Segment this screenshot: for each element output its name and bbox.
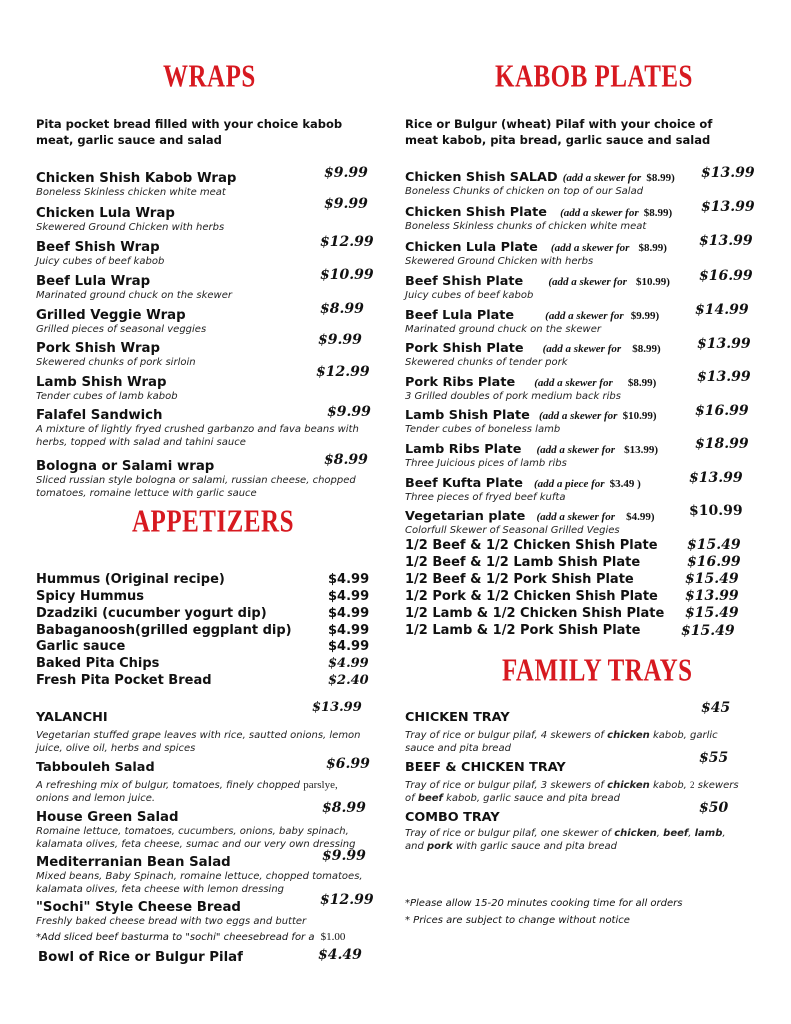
salad-item-tabbouleh[interactable]: Tabbouleh Salad $6.99 A refreshing mix of bulgur, tomatoes, finely chopped parslye, onions and lemon juice. [36, 756, 370, 804]
family-trays-title: FAMILY TRAYS [502, 654, 693, 688]
plate-item-lamb-ribs[interactable]: Lamb Ribs Plate (add a skewer for $13.99) $18.99 Three Juicious pices of lamb ribs [405, 436, 749, 469]
plate-item-pork-ribs[interactable]: Pork Ribs Plate (add a skewer for $8.99) $13.99 3 Grilled doubles of pork medium back ribs [405, 369, 751, 402]
salad-item-sochi-cheese-bread[interactable]: "Sochi" Style Cheese Bread $12.99 Freshly baked cheese bread with two eggs and butter [36, 892, 374, 927]
wrap-item-pork-shish[interactable]: Pork Shish Wrap $9.99 Skewered chunks of pork sirloin [36, 332, 362, 368]
combo-beef-pork[interactable]: 1/2 Beef & 1/2 Pork Shish Plate $15.49 [405, 571, 739, 587]
kabob-plates-intro: Rice or Bulgur (wheat) Pilaf with your choice of meat kabob, pita bread, garlic sauce and salad [405, 117, 713, 147]
appetizer-babaganoosh[interactable]: Babaganoosh(grilled eggplant dip) $4.99 [36, 623, 370, 638]
appetizer-pita-chips[interactable]: Baked Pita Chips $4.99 [36, 656, 369, 671]
plate-item-beef-shish[interactable]: Beef Shish Plate (add a skewer for $10.99) $16.99 Juicy cubes of beef kabob [405, 268, 753, 301]
wrap-item-bologna[interactable]: Bologna or Salami wrap $8.99 Sliced russian style bologna or salami, russian cheese, chopped tomatoes, romaine lettuce with garlic sauce [36, 452, 368, 499]
combo-pork-chicken[interactable]: 1/2 Pork & 1/2 Chicken Shish Plate $13.99 [405, 588, 739, 604]
salad-item-yalanchi[interactable]: YALANCHI $13.99 Vegetarian stuffed grape leaves with rice, sautted onions, lemon juice, olive oil, herbs and spices [36, 700, 362, 754]
plate-item-lamb-shish[interactable]: Lamb Shish Plate (add a skewer for $10.99) $16.99 Tender cubes of boneless lamb [405, 403, 749, 435]
wrap-item-beef-lula[interactable]: Beef Lula Wrap $10.99 Marinated ground chuck on the skewer [36, 267, 374, 301]
wraps-intro: Pita pocket bread filled with your choice kabob meat, garlic sauce and salad [36, 117, 343, 147]
price-change-note: * Prices are subject to change without notice [405, 915, 630, 926]
combo-lamb-chicken[interactable]: 1/2 Lamb & 1/2 Chicken Shish Plate $15.49 [405, 605, 739, 621]
appetizer-spicy-hummus[interactable]: Spicy Hummus $4.99 [36, 589, 370, 604]
wrap-item-beef-shish[interactable]: Beef Shish Wrap $12.99 Juicy cubes of beef kabob [36, 234, 374, 267]
tray-chicken[interactable]: CHICKEN TRAY $45 Tray of rice or bulgur pilaf, 4 skewers of chicken kabob, garlic sauce and pita bread [405, 700, 731, 754]
salad-item-house-green[interactable]: House Green Salad $8.99 Romaine lettuce, tomatoes, cucumbers, onions, baby spinach, kalamata olives, feta cheese, sumac and our very own dressing [36, 800, 366, 850]
tray-combo[interactable]: COMBO TRAY $50 Tray of rice or bulgur pilaf, one skewer of chicken, beef, lamb, and pork with garlic sauce and pita bread [405, 800, 729, 852]
appetizer-pita-bread[interactable]: Fresh Pita Pocket Bread $2.40 [36, 673, 369, 688]
combo-beef-chicken[interactable]: 1/2 Beef & 1/2 Chicken Shish Plate $15.49 [405, 537, 741, 553]
tray-beef-chicken[interactable]: BEEF & CHICKEN TRAY $55 Tray of rice or bulgur pilaf, 3 skewers of chicken kabob, 2 skewers of beef kabob, garlic sauce and pita bread [405, 750, 739, 804]
plate-item-chicken-lula[interactable]: Chicken Lula Plate (add a skewer for $8.99) $13.99 Skewered Ground Chicken with herbs [405, 233, 753, 267]
plate-item-vegetarian[interactable]: Vegetarian plate (add a skewer for $4.99) $10.99 Colorfull Skewer of Seasonal Grilled Vegies [405, 503, 743, 536]
combo-beef-lamb[interactable]: 1/2 Beef & 1/2 Lamb Shish Plate $16.99 [405, 554, 741, 570]
appetizers-title: APPETIZERS [132, 505, 294, 539]
wrap-item-lamb-shish[interactable]: Lamb Shish Wrap $12.99 Tender cubes of lamb kabob [36, 364, 370, 402]
plate-item-beef-lula[interactable]: Beef Lula Plate (add a skewer for $9.99) $14.99 Marinated ground chuck on the skewer [405, 302, 749, 335]
basturma-note: *Add sliced beef basturma to "sochi" cheesebread for a $1.00 [36, 931, 346, 943]
wraps-title: WRAPS [163, 60, 256, 94]
plate-item-pork-shish[interactable]: Pork Shish Plate (add a skewer for $8.99) $13.99 Skewered chunks of tender pork [405, 336, 751, 368]
plate-item-beef-kufta[interactable]: Beef Kufta Plate (add a piece for $3.49 ) $13.99 Three pieces of fryed beef kufta [405, 470, 743, 503]
wrap-item-chicken-lula[interactable]: Chicken Lula Wrap $9.99 Skewered Ground Chicken with herbs [36, 196, 368, 233]
appetizer-dzadziki[interactable]: Dzadziki (cucumber yogurt dip) $4.99 [36, 606, 370, 621]
kabob-plates-title: KABOB PLATES [495, 60, 693, 94]
wrap-item-chicken-shish[interactable]: Chicken Shish Kabob Wrap $9.99 Boneless Skinless chicken white meat [36, 165, 368, 198]
combo-lamb-pork[interactable]: 1/2 Lamb & 1/2 Pork Shish Plate $15.49 [405, 623, 735, 639]
wrap-item-falafel[interactable]: Falafel Sandwich $9.99 A mixture of lightly fryed crushed garbanzo and fava beans with herbs, topped with salad and tahini sauce [36, 404, 371, 448]
salad-item-mediterranian-bean[interactable]: Mediterranian Bean Salad $9.99 Mixed beans, Baby Spinach, romaine lettuce, chopped tomatoes, kalamata olives, feta cheese with lemon dressing [36, 848, 366, 895]
rice-bowl-item[interactable]: Bowl of Rice or Bulgur Pilaf $4.49 [38, 947, 362, 965]
appetizer-garlic-sauce[interactable]: Garlic sauce $4.99 [36, 639, 370, 654]
cooking-time-note: *Please allow 15-20 minutes cooking time for all orders [405, 898, 683, 909]
plate-item-chicken-shish[interactable]: Chicken Shish Plate (add a skewer for $8.99) $13.99 Boneless Skinless chunks of chicken white meat [405, 199, 755, 232]
wrap-item-grilled-veggie[interactable]: Grilled Veggie Wrap $8.99 Grilled pieces of seasonal veggies [36, 301, 364, 335]
plate-item-chicken-shish-salad[interactable]: Chicken Shish SALAD (add a skewer for $8.99) $13.99 Boneless Chunks of chicken on top of our Salad [405, 165, 755, 197]
appetizer-hummus[interactable]: Hummus (Original recipe) $4.99 [36, 572, 370, 587]
